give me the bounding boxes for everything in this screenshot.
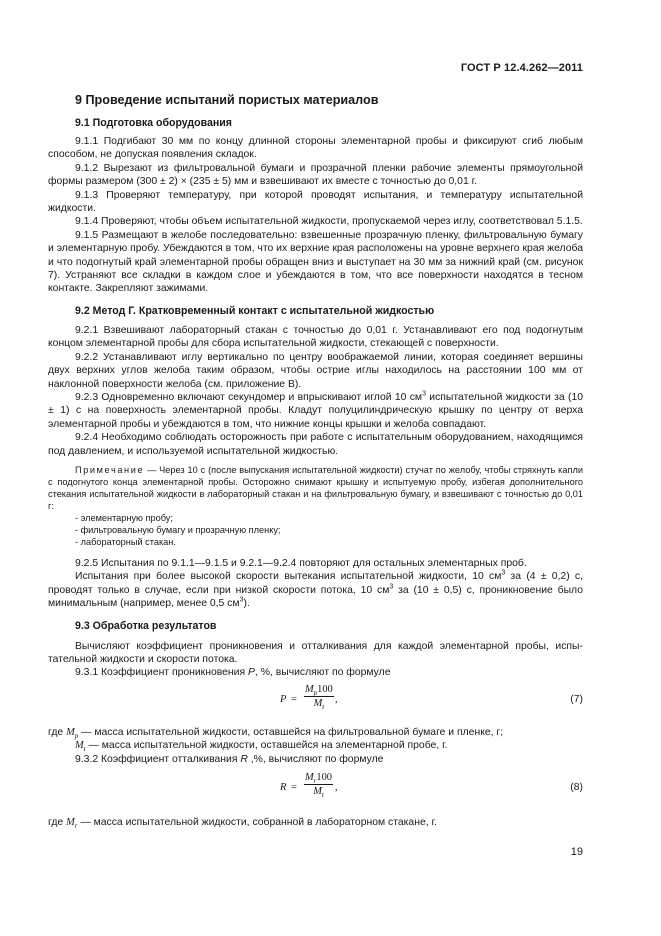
section-title: 9 Проведение испытаний пористых материалов: [75, 93, 379, 107]
note: [48, 464, 583, 512]
formula-number: (7): [570, 693, 583, 705]
subsection-title-9-1: 9.1 Подготовка оборудования: [75, 117, 232, 129]
formula-fraction: [304, 684, 334, 709]
paragraph-9-2-5: 9.2.5 Испытания по 9.1.1—9.1.5 и 9.2.1—9.2.4 повторяют для остальных элементарных проб.: [75, 557, 527, 569]
paragraph-9-2-3: 9.2.3 Одновременно включают секундомер и впрыскивают иглой 10 $см^3$ испытательной жидкости за (10 ± 1) с на поверхность элементарной пробы. Кладут полуцилиндрическую крышку по центру от верха элементарной пробы и убеждаются в том, что нижние концы крышки и желоба совпадают.: [48, 390, 583, 430]
note-item: - лабораторный стакан.: [75, 536, 176, 547]
paragraph-9-1-5: 9.1.5 Размещают в желобе последовательно: взвешенные прозрачную пленку, фильтровальную бумагу и элементарную пробу. Убеждаются в том, что их верхние края расположены на уровне верхнего края желоба и что подогнутый край элементарной пробы обращен вниз и выступает на 30 мм за нижний край (см. рисунок 7). Устраняют все складки в каждом слое и убеждаются в том, что все поверхности находятся в тесном контакте. Закрепляют зажимами.: [48, 229, 583, 295]
paragraph-9-3-2: 9.3.2 Коэффициент отталкивания R ,%, вычисляют по формуле: [75, 753, 384, 765]
definition-row: где $M_r$ — масса испытательной жидкости, собранной в лабораторном стакане, г.: [48, 817, 437, 831]
paragraph-9-2-1: 9.2.1 Взвешивают лабораторный стакан с точностью до 0,01 г. Устанавливают его под подогнутым концом элементарной пробы для сбора испытательной жидкости, стекающей с поверхности.: [48, 324, 583, 350]
paragraph-9-1-4: 9.1.4 Проверяют, чтобы объем испытательной жидкости, пропускаемой через иглу, соответствовал 5.1.5.: [75, 216, 583, 228]
note-item: - фильтровальную бумагу и прозрачную пленку;: [75, 524, 281, 535]
paragraph-9-3: Вычисляют коэффициент проникновения и отталкивания для каждой элементарной пробы, испытательной жидкости и скорости потока.: [48, 640, 583, 665]
subsection-title-9-2: 9.2 Метод Г. Кратковременный контакт с испытательной жидкостью: [75, 304, 435, 317]
note-item: - элементарную пробу;: [75, 512, 173, 523]
definition-row: где $M_p$ — масса испытательной жидкости, оставшейся на фильтровальной бумаге и пленке, г;: [48, 726, 504, 740]
paragraph-9-3-1: 9.3.1 Коэффициент проникновения P, %, вычисляют по формуле: [75, 667, 391, 679]
subsection-title-9-3: 9.3 Обработка результатов: [75, 619, 217, 632]
paragraph-9-1-2: 9.1.2 Вырезают из фильтровальной бумаги и прозрачной пленки рабочие элементы прямоугольной формы размером (300 ± 2) × (235 ± 5) мм и взвешивают их вместе с точностью до 0,01 г.: [48, 162, 583, 188]
paragraph-9-1-3: 9.1.3 Проверяют температуру, при которой проводят испытания, и температуру испытательной жидкости.: [48, 189, 583, 215]
formula-fraction: [304, 772, 333, 800]
page-content: [48, 90, 583, 829]
paragraph-9-2-2: 9.2.2 Устанавливают иглу вертикально по центру воображаемой линии, которая соединяет вершины двух верхних углов желоба таким образом, чтобы острие иглы находилось на расстоянии 100 мм от наклонной поверхности желоба (см. приложение В).: [48, 351, 583, 390]
formula-number: (8): [570, 782, 583, 793]
page-number: 19: [570, 846, 583, 858]
formula-denominator: $M_t$: [313, 786, 324, 800]
formula-equals: =: [291, 693, 297, 705]
definition-row: $M_t$ — масса испытательной жидкости, оставшейся на элементарной пробе, г.: [75, 740, 448, 754]
formula-8: R = $\frac{M_r100}{M_t}$ , (8): [280, 772, 583, 800]
formula-numerator: $M_p100$: [305, 683, 333, 697]
formula-lhs: R: [280, 782, 287, 793]
note-label: Примечание: [75, 464, 145, 475]
formula-equals: =: [291, 782, 297, 793]
paragraph-9-1-1: 9.1.1 Подгибают 30 мм по концу длинной стороны элементарной пробы и фиксируют сгиб любым способом, не допуская появления складок.: [48, 136, 583, 161]
formula-lhs: P: [280, 693, 287, 705]
paragraph-9-2-5-speed: Испытания при более высокой скорости вытекания испытательной жидкости, 10 $см^3$ за (4 ± 0,2) с, проводят только в случае, если при низкой скорости потока, 10 $см^3$ за (10 ± 0,5) с, проникновение было минимальным (например, менее 0,5 $см^3$).: [48, 569, 584, 610]
note-text: — Через 10 с (после выпускания испытательной жидкости) стучат по желобу, чтобы стряхнуть капли с подогнутого конца элементарной пробы. Осторожно снимают крышку и испытуемую пробу, избегая дополнительного стекания испытательной жидкости в лабораторный стакан и на фильтровальную бумагу, и взвешивают с точностью до 0,01 г:: [48, 464, 583, 511]
formula-7: P = $\frac{M_p100}{M_t}$ , (7): [280, 683, 583, 711]
formula-denominator: $M_t$: [313, 697, 325, 711]
document-id: ГОСТ Р 12.4.262—2011: [460, 62, 583, 74]
paragraph-9-2-4: 9.2.4 Необходимо соблюдать осторожность при работе с испытательным оборудованием, находящимся под давлением, и используемой испытательной жидкостью.: [48, 432, 583, 457]
formula-numerator: $M_r100$: [305, 772, 332, 786]
